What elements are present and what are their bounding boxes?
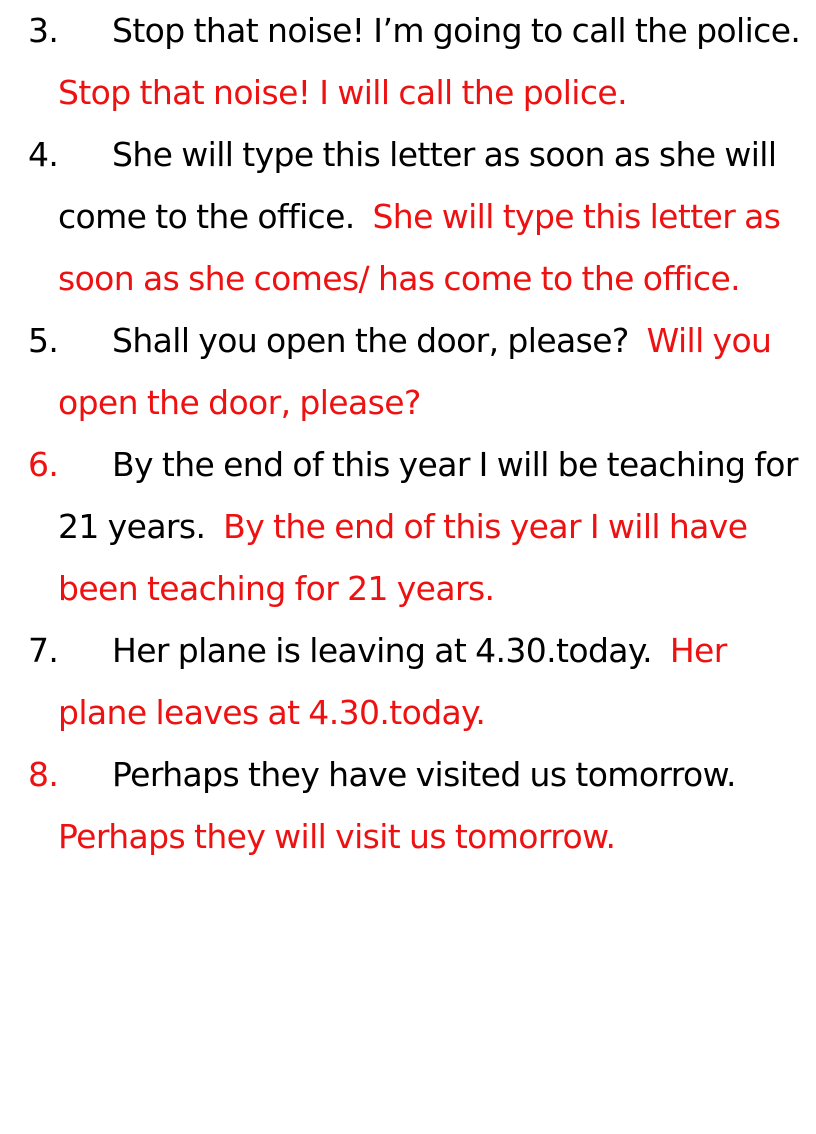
item-number: 7.	[28, 631, 59, 670]
item-number: 5.	[28, 321, 59, 360]
list-item	[22, 744, 812, 868]
item-number: 8.	[28, 755, 59, 794]
item-number: 3.	[28, 11, 59, 50]
corrected-sentence: By the end of this year I will have been teaching for 21 years.	[58, 507, 748, 608]
exercise-list	[22, 0, 812, 868]
list-item	[22, 310, 812, 434]
corrected-sentence: She will type this letter as soon as she comes/ has come to the office.	[58, 197, 781, 298]
original-sentence: Her plane is leaving at 4.30.today.	[112, 631, 653, 670]
item-number: 4.	[28, 135, 59, 174]
list-item	[22, 620, 812, 744]
corrected-sentence: Perhaps they will visit us tomorrow.	[58, 817, 616, 856]
original-sentence: Perhaps they have visited us tomorrow.	[112, 755, 736, 794]
list-item	[22, 434, 812, 620]
list-item	[22, 0, 812, 124]
original-sentence: She will type this letter as soon as she will come to the office.	[58, 135, 777, 236]
corrected-sentence: Her plane leaves at 4.30.today.	[58, 631, 727, 732]
item-number: 6.	[28, 445, 59, 484]
original-sentence: Stop that noise! I’m going to call the police.	[112, 11, 801, 50]
list-item	[22, 124, 812, 310]
original-sentence: Shall you open the door, please?	[112, 321, 629, 360]
corrected-sentence: Stop that noise! I will call the police.	[58, 73, 627, 112]
corrected-sentence: Will you open the door, please?	[58, 321, 772, 422]
original-sentence: By the end of this year I will be teaching for 21 years.	[58, 445, 798, 546]
